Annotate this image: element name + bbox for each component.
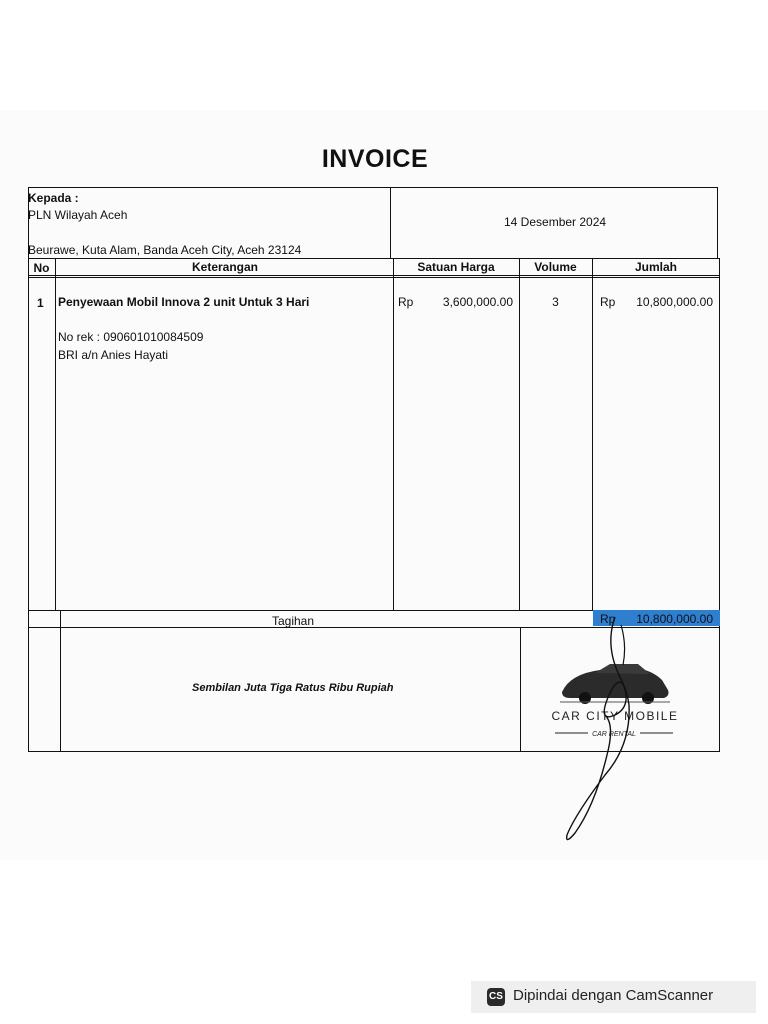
item-currency: Rp xyxy=(398,295,414,309)
tagihan-label: Tagihan xyxy=(271,614,315,628)
header-divider xyxy=(28,275,720,276)
stamp-company-name: CAR CITY MOBILE xyxy=(551,709,679,723)
header-divider-2 xyxy=(28,277,720,278)
recipient-name: PLN Wilayah Aceh xyxy=(28,208,128,222)
col-divider-satuan xyxy=(519,258,520,610)
col-divider-volume xyxy=(592,258,593,610)
header-satuan-harga: Satuan Harga xyxy=(417,260,495,274)
tagihan-amount: 10,800,000.00 xyxy=(636,612,713,626)
camscanner-icon: CS xyxy=(487,988,505,1006)
header-volume: Volume xyxy=(534,260,577,274)
col-divider-no xyxy=(55,258,56,610)
item-no: 1 xyxy=(37,296,44,310)
col-divider-jumlah-lower xyxy=(520,627,521,752)
bank-account-name: BRI a/n Anies Hayati xyxy=(58,348,169,362)
stamp-tagline: CAR RENTAL xyxy=(592,731,636,738)
item-volume: 3 xyxy=(552,295,559,309)
handwritten-signature xyxy=(545,605,675,845)
col-divider-no-lower xyxy=(60,610,61,752)
item-description: Penyewaan Mobil Innova 2 unit Untuk 3 Hari xyxy=(58,295,310,309)
col-divider-keterangan xyxy=(393,258,394,610)
recipient-address: Beurawe, Kuta Alam, Banda Aceh City, Aceh 23124 xyxy=(28,243,302,257)
header-jumlah: Jumlah xyxy=(634,260,677,274)
tagihan-currency: Rp xyxy=(600,612,616,626)
item-unit-price: 3,600,000.00 xyxy=(442,295,513,309)
invoice-date: 14 Desember 2024 xyxy=(504,215,607,229)
account-number: No rek : 090601010084509 xyxy=(58,330,204,344)
item-total: 10,800,000.00 xyxy=(636,295,713,309)
scanner-label: Dipindai dengan CamScanner xyxy=(513,987,714,1004)
header-keterangan: Keterangan xyxy=(191,260,259,274)
header-no: No xyxy=(33,261,50,275)
invoice-title: INVOICE xyxy=(321,145,429,173)
item-total-currency: Rp xyxy=(600,295,616,309)
recipient-label: Kepada : xyxy=(28,191,79,205)
amount-in-words: Sembilan Juta Tiga Ratus Ribu Rupiah xyxy=(192,682,394,694)
